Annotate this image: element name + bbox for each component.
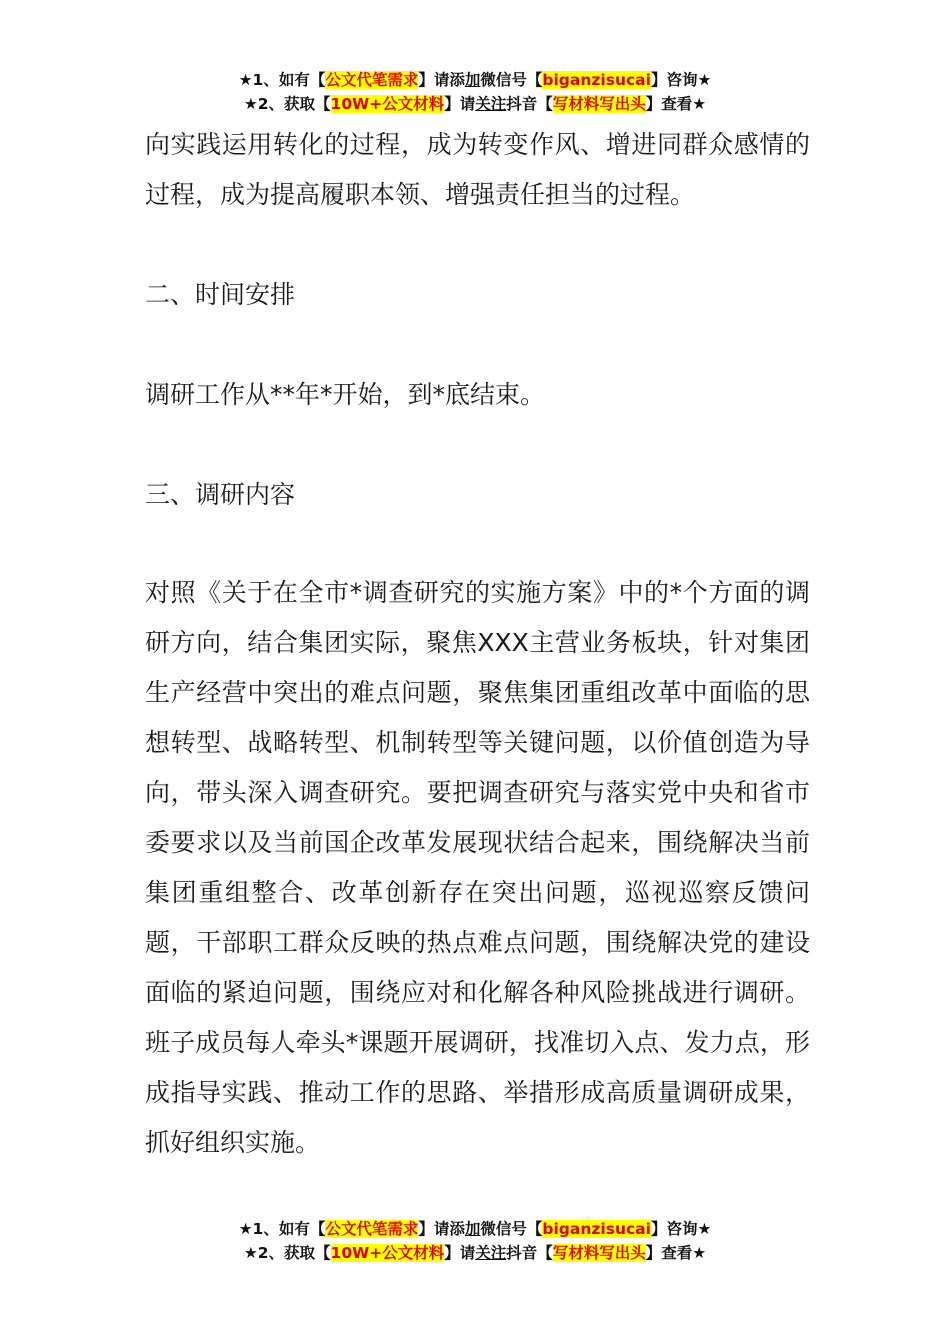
highlight-wechat-id: biganzisucai (542, 71, 651, 89)
highlight-douyin-account: 写材料写出头 (552, 95, 646, 113)
banner-text: 】请 (444, 95, 476, 113)
banner-text: 】查看★ (645, 95, 707, 113)
banner-text: 】咨询★ (650, 71, 712, 89)
section-heading-schedule (145, 270, 810, 320)
banner-text: 抖音【 (506, 1244, 553, 1262)
banner-line-1 (0, 1217, 950, 1241)
banner-line-2 (0, 1241, 950, 1265)
banner-text: 】请添 (418, 1220, 465, 1238)
section-heading-content (145, 470, 810, 520)
banner-emphasis: 关注 (475, 95, 507, 113)
highlight-service: 公文代笔需求 (325, 71, 419, 89)
heading-text: 二、时间安排 (145, 280, 296, 309)
banner-text: 】咨询★ (650, 1220, 712, 1238)
highlight-wechat-id: biganzisucai (542, 1220, 651, 1238)
banner-emphasis: 加 (464, 1220, 481, 1238)
banner-emphasis: 关注 (475, 1244, 507, 1262)
banner-text: 】查看★ (645, 1244, 707, 1262)
banner-text: ★1、如有【 (238, 1220, 326, 1238)
banner-emphasis: 加 (464, 71, 481, 89)
banner-line-1 (0, 68, 950, 92)
continuation-paragraph (145, 120, 810, 220)
banner-text: 抖音【 (506, 95, 553, 113)
banner-text: ★2、获取【 (243, 1244, 331, 1262)
header-banner (0, 68, 950, 116)
highlight-materials: 10W+公文材料 (330, 1244, 445, 1262)
banner-line-2 (0, 92, 950, 116)
paragraph-text: 对照《关于在全市*调查研究的实施方案》中的*个方面的调研方向，结合集团实际，聚焦XXX主营业务板块，针对集团生产经营中突出的难点问题，聚焦集团重组改革中面临的思想转型、战略转型、机制转型等关键问题，以价值创造为导向，带头深入调查研究。要把调查研究与落实党中央和省市委要求以及当前国企改革发展现状结合起来，围绕解决当前集团重组整合、改革创新存在突出问题，巡视巡察反馈问题，干部职工群众反映的热点难点问题，围绕解决党的建设面临的紧迫问题，围绕应对和化解各种风险挑战进行调研。班子成员每人牵头*课题开展调研，找准切入点、发力点，形成指导实践、推动工作的思路、举措形成高质量调研成果，抓好组织实施。 (145, 578, 810, 1157)
content-paragraph (145, 568, 810, 1168)
paragraph-text: 调研工作从**年*开始，到*底结束。 (145, 380, 546, 409)
highlight-service: 公文代笔需求 (325, 1220, 419, 1238)
heading-text: 三、调研内容 (145, 480, 296, 509)
banner-text: ★1、如有【 (238, 71, 326, 89)
highlight-materials: 10W+公文材料 (330, 95, 445, 113)
paragraph-text: 向实践运用转化的过程，成为转变作风、增进同群众感情的过程，成为提高履职本领、增强责任担当的过程。 (145, 130, 810, 209)
footer-banner (0, 1217, 950, 1265)
banner-text: 微信号【 (480, 71, 543, 89)
banner-text: 】请添 (418, 71, 465, 89)
banner-text: ★2、获取【 (243, 95, 331, 113)
banner-text: 微信号【 (480, 1220, 543, 1238)
schedule-paragraph (145, 370, 810, 420)
highlight-douyin-account: 写材料写出头 (552, 1244, 646, 1262)
banner-text: 】请 (444, 1244, 476, 1262)
